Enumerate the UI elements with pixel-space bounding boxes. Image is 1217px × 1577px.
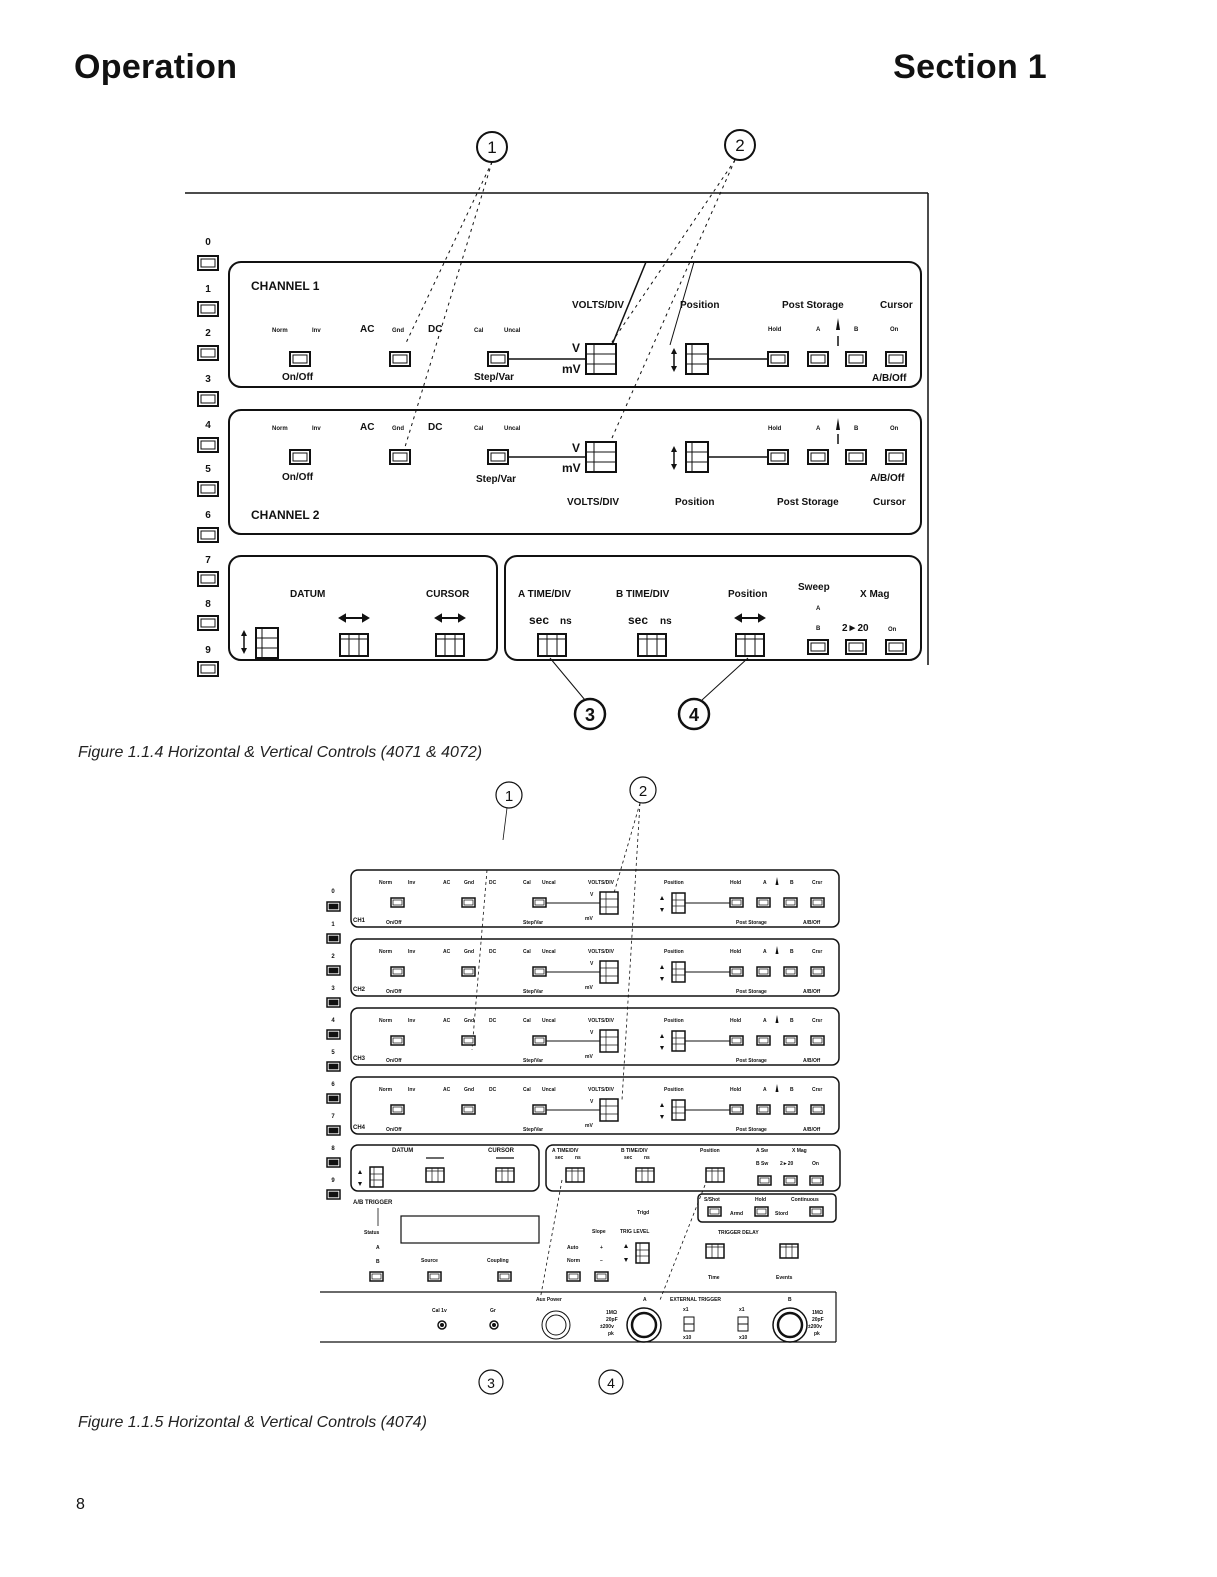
svg-text:CH4: CH4 bbox=[353, 1125, 366, 1131]
svg-text:Gnd: Gnd bbox=[464, 880, 474, 886]
svg-text:Continuous: Continuous bbox=[791, 1197, 819, 1203]
svg-text:CURSOR: CURSOR bbox=[426, 589, 470, 600]
svg-text:mV: mV bbox=[585, 916, 593, 922]
svg-text:Post Storage: Post Storage bbox=[736, 1127, 767, 1133]
svg-text:TRIG LEVEL: TRIG LEVEL bbox=[620, 1229, 650, 1235]
svg-text:x10: x10 bbox=[683, 1335, 692, 1341]
external-trigger-strip bbox=[320, 1292, 836, 1342]
svg-text:A/B/Off: A/B/Off bbox=[870, 473, 905, 484]
svg-text:ns: ns bbox=[575, 1155, 581, 1161]
svg-text:Step/Var: Step/Var bbox=[476, 474, 517, 485]
svg-text:Slope: Slope bbox=[592, 1229, 606, 1235]
svg-text:CURSOR: CURSOR bbox=[488, 1148, 515, 1154]
svg-text:±200v: ±200v bbox=[808, 1324, 822, 1330]
svg-text:3: 3 bbox=[205, 374, 211, 385]
svg-text:V: V bbox=[590, 1099, 594, 1105]
svg-text:Step/Var: Step/Var bbox=[523, 989, 544, 995]
svg-text:Stord: Stord bbox=[775, 1211, 789, 1217]
svg-text:Cursor: Cursor bbox=[880, 300, 913, 311]
svg-text:Cursor: Cursor bbox=[873, 497, 906, 508]
svg-text:B: B bbox=[790, 880, 794, 886]
svg-text:DC: DC bbox=[489, 1018, 497, 1024]
svg-text:Cal: Cal bbox=[523, 949, 531, 955]
svg-text:V: V bbox=[590, 1030, 594, 1036]
svg-text:5: 5 bbox=[331, 1050, 335, 1056]
svg-text:Crsr: Crsr bbox=[812, 949, 823, 955]
svg-text:Step/Var: Step/Var bbox=[523, 1058, 544, 1064]
svg-text:CHANNEL 1: CHANNEL 1 bbox=[251, 279, 320, 293]
svg-text:mV: mV bbox=[585, 1054, 593, 1060]
svg-text:+: + bbox=[600, 1245, 603, 1251]
svg-text:x1: x1 bbox=[739, 1307, 745, 1313]
svg-text:A/B/Off: A/B/Off bbox=[803, 1058, 821, 1064]
svg-text:A: A bbox=[763, 949, 767, 955]
svg-text:On: On bbox=[890, 426, 899, 432]
svg-text:A: A bbox=[763, 880, 767, 886]
svg-text:Position: Position bbox=[680, 300, 720, 311]
svg-text:Cal: Cal bbox=[523, 880, 531, 886]
svg-text:9: 9 bbox=[205, 645, 211, 656]
svg-text:Position: Position bbox=[664, 1087, 684, 1093]
svg-text:3: 3 bbox=[487, 1375, 495, 1391]
callout-3b bbox=[479, 1370, 503, 1394]
svg-text:AC: AC bbox=[360, 324, 375, 335]
svg-text:Events: Events bbox=[776, 1275, 793, 1281]
svg-text:20pF: 20pF bbox=[812, 1317, 824, 1323]
side-button-column-b bbox=[327, 889, 340, 1199]
svg-text:4: 4 bbox=[607, 1375, 615, 1391]
datum-cursor-panel-b bbox=[351, 1145, 539, 1191]
svg-text:Gnd: Gnd bbox=[464, 949, 474, 955]
svg-text:Uncal: Uncal bbox=[504, 328, 521, 334]
svg-text:Post Storage: Post Storage bbox=[736, 989, 767, 995]
svg-text:Norm: Norm bbox=[379, 949, 393, 955]
svg-text:ns: ns bbox=[560, 616, 572, 627]
svg-text:ns: ns bbox=[660, 616, 672, 627]
svg-text:20pF: 20pF bbox=[606, 1317, 618, 1323]
svg-text:x1: x1 bbox=[683, 1307, 689, 1313]
svg-text:S/Shot: S/Shot bbox=[704, 1197, 720, 1203]
svg-text:Uncal: Uncal bbox=[542, 949, 556, 955]
svg-text:mV: mV bbox=[585, 1123, 593, 1129]
figure-1-1-4-caption: Figure 1.1.4 Horizontal & Vertical Controls (4071 & 4072) bbox=[78, 744, 483, 761]
svg-text:1: 1 bbox=[504, 788, 514, 805]
svg-text:CH1: CH1 bbox=[353, 918, 366, 924]
svg-text:1MΩ: 1MΩ bbox=[606, 1310, 617, 1316]
svg-text:Position: Position bbox=[664, 1018, 684, 1024]
svg-text:VOLTS/DIV: VOLTS/DIV bbox=[588, 1018, 615, 1024]
svg-text:2►20: 2►20 bbox=[842, 623, 869, 634]
svg-text:On: On bbox=[890, 327, 899, 333]
svg-text:0: 0 bbox=[205, 237, 211, 248]
svg-text:DC: DC bbox=[489, 880, 497, 886]
svg-text:Position: Position bbox=[664, 880, 684, 886]
page-header-right: Section 1 bbox=[893, 48, 1047, 86]
svg-text:On/Off: On/Off bbox=[386, 989, 402, 995]
svg-text:8: 8 bbox=[205, 599, 211, 610]
svg-text:Gr: Gr bbox=[490, 1308, 496, 1314]
svg-text:Hold: Hold bbox=[755, 1197, 767, 1203]
svg-text:Norm: Norm bbox=[567, 1258, 581, 1264]
channel-row-2 bbox=[351, 939, 839, 996]
svg-text:Sweep: Sweep bbox=[798, 582, 830, 593]
svg-text:Uncal: Uncal bbox=[542, 1087, 556, 1093]
svg-text:ns: ns bbox=[644, 1155, 650, 1161]
svg-text:On/Off: On/Off bbox=[282, 372, 314, 383]
svg-text:Inv: Inv bbox=[408, 1087, 416, 1093]
svg-text:On/Off: On/Off bbox=[282, 472, 314, 483]
svg-text:sec: sec bbox=[555, 1155, 564, 1161]
svg-text:Norm: Norm bbox=[379, 1087, 393, 1093]
ab-trigger-area bbox=[353, 1194, 836, 1281]
callout-1b bbox=[496, 782, 522, 808]
page-number: 8 bbox=[76, 1496, 85, 1513]
callout-1 bbox=[477, 132, 507, 162]
svg-text:Hold: Hold bbox=[730, 949, 742, 955]
svg-text:A: A bbox=[763, 1018, 767, 1024]
svg-text:0: 0 bbox=[331, 889, 335, 895]
svg-text:Aux Power: Aux Power bbox=[536, 1297, 562, 1303]
svg-text:CH3: CH3 bbox=[353, 1056, 366, 1062]
svg-text:AC: AC bbox=[443, 1018, 451, 1024]
svg-text:2: 2 bbox=[735, 136, 745, 155]
callout-2b bbox=[630, 777, 656, 803]
svg-text:Trigd: Trigd bbox=[637, 1210, 650, 1216]
svg-text:5: 5 bbox=[205, 464, 211, 475]
svg-text:B: B bbox=[790, 1018, 794, 1024]
svg-text:VOLTS/DIV: VOLTS/DIV bbox=[572, 300, 625, 311]
svg-text:TRIGGER DELAY: TRIGGER DELAY bbox=[718, 1230, 759, 1236]
svg-text:sec: sec bbox=[628, 613, 649, 627]
figure-4074 bbox=[0, 770, 1217, 1410]
svg-text:AC: AC bbox=[443, 1087, 451, 1093]
svg-text:Cal 1v: Cal 1v bbox=[432, 1308, 447, 1314]
svg-text:3: 3 bbox=[584, 705, 596, 725]
svg-text:B: B bbox=[854, 327, 859, 333]
svg-text:EXTERNAL TRIGGER: EXTERNAL TRIGGER bbox=[670, 1297, 722, 1303]
svg-text:A/B/Off: A/B/Off bbox=[803, 920, 821, 926]
svg-text:9: 9 bbox=[331, 1178, 335, 1184]
svg-text:AC: AC bbox=[360, 422, 375, 433]
svg-text:4: 4 bbox=[331, 1018, 335, 1024]
svg-text:±200v: ±200v bbox=[600, 1324, 614, 1330]
side-button-column bbox=[198, 237, 218, 676]
svg-text:Inv: Inv bbox=[312, 426, 321, 432]
svg-text:Crsr: Crsr bbox=[812, 1087, 823, 1093]
svg-text:Inv: Inv bbox=[312, 328, 321, 334]
svg-text:Cal: Cal bbox=[474, 328, 484, 334]
callout-4b bbox=[599, 1370, 623, 1394]
svg-text:A TIME/DIV: A TIME/DIV bbox=[552, 1148, 579, 1154]
svg-text:Gnd: Gnd bbox=[392, 426, 404, 432]
page-header-left: Operation bbox=[74, 48, 238, 86]
svg-text:A: A bbox=[643, 1297, 647, 1303]
svg-text:Uncal: Uncal bbox=[542, 880, 556, 886]
svg-text:Hold: Hold bbox=[730, 1087, 742, 1093]
svg-text:B TIME/DIV: B TIME/DIV bbox=[616, 589, 670, 600]
svg-text:6: 6 bbox=[205, 510, 211, 521]
svg-text:A Sw: A Sw bbox=[756, 1148, 769, 1154]
svg-text:A: A bbox=[816, 606, 821, 612]
svg-text:DC: DC bbox=[428, 422, 443, 433]
svg-text:Hold: Hold bbox=[768, 426, 782, 432]
svg-text:Inv: Inv bbox=[408, 880, 416, 886]
svg-text:1: 1 bbox=[331, 922, 335, 928]
svg-text:B Sw: B Sw bbox=[756, 1161, 769, 1167]
svg-text:Norm: Norm bbox=[272, 328, 288, 334]
svg-text:Uncal: Uncal bbox=[542, 1018, 556, 1024]
svg-text:pk: pk bbox=[608, 1331, 614, 1337]
svg-text:X Mag: X Mag bbox=[860, 589, 890, 600]
callout-4 bbox=[679, 699, 709, 729]
svg-text:Coupling: Coupling bbox=[487, 1258, 509, 1264]
svg-text:Position: Position bbox=[675, 497, 715, 508]
svg-text:Position: Position bbox=[728, 589, 768, 600]
svg-text:mV: mV bbox=[562, 362, 581, 376]
channel-2-panel bbox=[229, 410, 921, 534]
svg-text:x10: x10 bbox=[739, 1335, 748, 1341]
svg-text:2: 2 bbox=[205, 328, 211, 339]
svg-text:Time: Time bbox=[708, 1275, 720, 1281]
svg-text:DC: DC bbox=[489, 1087, 497, 1093]
svg-text:A/B/Off: A/B/Off bbox=[872, 373, 907, 384]
svg-text:1MΩ: 1MΩ bbox=[812, 1310, 823, 1316]
svg-text:Norm: Norm bbox=[379, 1018, 393, 1024]
svg-text:Auto: Auto bbox=[567, 1245, 579, 1251]
svg-text:Hold: Hold bbox=[730, 1018, 742, 1024]
svg-text:1: 1 bbox=[487, 138, 497, 157]
svg-text:8: 8 bbox=[331, 1146, 335, 1152]
svg-text:V: V bbox=[590, 892, 594, 898]
svg-text:Norm: Norm bbox=[379, 880, 393, 886]
svg-text:mV: mV bbox=[562, 461, 581, 475]
svg-text:DC: DC bbox=[489, 949, 497, 955]
svg-text:A: A bbox=[763, 1087, 767, 1093]
svg-text:B: B bbox=[790, 949, 794, 955]
svg-text:Norm: Norm bbox=[272, 426, 288, 432]
svg-text:B TIME/DIV: B TIME/DIV bbox=[621, 1148, 648, 1154]
figure-4071-4072 bbox=[0, 0, 1217, 770]
leader-lines-b bbox=[472, 803, 705, 1300]
channel-row-4 bbox=[351, 1077, 839, 1134]
svg-text:Crsr: Crsr bbox=[812, 1018, 823, 1024]
svg-text:mV: mV bbox=[585, 985, 593, 991]
svg-text:Post Storage: Post Storage bbox=[736, 920, 767, 926]
svg-text:On/Off: On/Off bbox=[386, 1127, 402, 1133]
svg-text:Post Storage: Post Storage bbox=[782, 300, 844, 311]
svg-text:VOLTS/DIV: VOLTS/DIV bbox=[588, 949, 615, 955]
svg-text:7: 7 bbox=[331, 1114, 335, 1120]
svg-text:B: B bbox=[788, 1297, 792, 1303]
svg-text:B: B bbox=[816, 626, 821, 632]
svg-text:VOLTS/DIV: VOLTS/DIV bbox=[588, 880, 615, 886]
svg-text:On: On bbox=[888, 627, 897, 633]
svg-text:sec: sec bbox=[624, 1155, 633, 1161]
svg-text:Hold: Hold bbox=[730, 880, 742, 886]
svg-text:A/B/Off: A/B/Off bbox=[803, 989, 821, 995]
svg-text:Crsr: Crsr bbox=[812, 880, 823, 886]
svg-text:V: V bbox=[590, 961, 594, 967]
svg-text:VOLTS/DIV: VOLTS/DIV bbox=[567, 497, 620, 508]
svg-text:Gnd: Gnd bbox=[392, 328, 404, 334]
svg-text:Gnd: Gnd bbox=[464, 1018, 474, 1024]
svg-text:DATUM: DATUM bbox=[290, 589, 326, 600]
svg-text:Gnd: Gnd bbox=[464, 1087, 474, 1093]
svg-text:Source: Source bbox=[421, 1258, 438, 1264]
svg-text:A: A bbox=[816, 327, 821, 333]
svg-text:Cal: Cal bbox=[523, 1087, 531, 1093]
svg-text:2: 2 bbox=[638, 783, 648, 800]
svg-text:CH2: CH2 bbox=[353, 987, 366, 993]
callout-2 bbox=[725, 130, 755, 160]
svg-text:Cal: Cal bbox=[474, 426, 484, 432]
svg-text:4: 4 bbox=[688, 705, 700, 725]
svg-text:CHANNEL 2: CHANNEL 2 bbox=[251, 508, 320, 522]
svg-text:2: 2 bbox=[331, 954, 335, 960]
svg-text:Uncal: Uncal bbox=[504, 426, 521, 432]
svg-text:A/B TRIGGER: A/B TRIGGER bbox=[353, 1200, 393, 1206]
svg-text:X Mag: X Mag bbox=[792, 1148, 807, 1154]
svg-text:pk: pk bbox=[814, 1331, 820, 1337]
svg-text:A: A bbox=[376, 1245, 380, 1251]
svg-text:Status: Status bbox=[364, 1230, 380, 1236]
svg-text:4: 4 bbox=[205, 420, 211, 431]
svg-text:AC: AC bbox=[443, 949, 451, 955]
svg-text:Step/Var: Step/Var bbox=[474, 372, 515, 383]
timebase-panel bbox=[505, 556, 921, 660]
channel-row-1 bbox=[351, 870, 839, 927]
channel-rows bbox=[351, 870, 839, 1134]
svg-text:B: B bbox=[854, 426, 859, 432]
svg-text:1: 1 bbox=[205, 284, 211, 295]
svg-text:Inv: Inv bbox=[408, 1018, 416, 1024]
figure-1-1-5-caption: Figure 1.1.5 Horizontal & Vertical Controls (4074) bbox=[78, 1414, 427, 1431]
svg-text:A: A bbox=[816, 426, 821, 432]
svg-text:Cal: Cal bbox=[523, 1018, 531, 1024]
channel-row-3 bbox=[351, 1008, 839, 1065]
svg-text:On/Off: On/Off bbox=[386, 1058, 402, 1064]
svg-text:Step/Var: Step/Var bbox=[523, 920, 544, 926]
svg-text:A TIME/DIV: A TIME/DIV bbox=[518, 589, 571, 600]
svg-text:Position: Position bbox=[664, 949, 684, 955]
svg-text:6: 6 bbox=[331, 1082, 335, 1088]
svg-text:2►20: 2►20 bbox=[780, 1161, 794, 1167]
svg-text:On: On bbox=[812, 1161, 819, 1167]
svg-text:Post Storage: Post Storage bbox=[777, 497, 839, 508]
svg-text:sec: sec bbox=[529, 613, 550, 627]
svg-text:V: V bbox=[572, 441, 581, 455]
svg-text:A/B/Off: A/B/Off bbox=[803, 1127, 821, 1133]
svg-text:7: 7 bbox=[205, 555, 211, 566]
svg-text:Post Storage: Post Storage bbox=[736, 1058, 767, 1064]
callout-3 bbox=[575, 699, 605, 729]
timebase-panel-b bbox=[546, 1145, 840, 1191]
svg-text:VOLTS/DIV: VOLTS/DIV bbox=[588, 1087, 615, 1093]
channel-1-panel bbox=[229, 262, 921, 387]
svg-text:Position: Position bbox=[700, 1148, 720, 1154]
svg-text:Hold: Hold bbox=[768, 327, 782, 333]
svg-text:DC: DC bbox=[428, 324, 443, 335]
svg-text:Inv: Inv bbox=[408, 949, 416, 955]
svg-text:−: − bbox=[600, 1258, 603, 1264]
svg-text:Armd: Armd bbox=[730, 1211, 744, 1217]
svg-text:On/Off: On/Off bbox=[386, 920, 402, 926]
svg-text:3: 3 bbox=[331, 986, 335, 992]
svg-text:B: B bbox=[790, 1087, 794, 1093]
svg-text:DATUM: DATUM bbox=[392, 1148, 414, 1154]
svg-text:AC: AC bbox=[443, 880, 451, 886]
svg-text:B: B bbox=[376, 1259, 380, 1265]
svg-text:V: V bbox=[572, 341, 581, 355]
datum-cursor-panel bbox=[229, 556, 497, 660]
svg-text:Step/Var: Step/Var bbox=[523, 1127, 544, 1133]
